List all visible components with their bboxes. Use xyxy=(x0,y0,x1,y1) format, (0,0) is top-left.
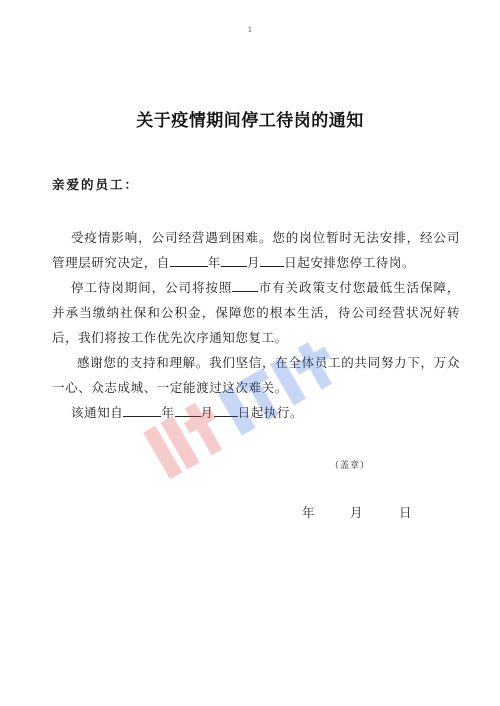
salutation: 亲爱的员工： xyxy=(52,177,140,192)
seal-label: （盖章） xyxy=(330,461,371,471)
paragraph-text: 停工待岗期间，公司将按照 xyxy=(71,280,233,295)
paragraph-effective-date xyxy=(52,400,460,425)
month-label: 月 xyxy=(200,405,214,420)
year-label: 年 xyxy=(161,405,175,420)
blank-month-field[interactable] xyxy=(175,403,201,417)
paragraph-text: 受疫情影响，公司经营遇到困难。您的岗位暂时无法安排，经公司管理层研究决定，自 xyxy=(52,230,460,270)
blank-month-field[interactable] xyxy=(221,253,247,267)
blank-city-field[interactable] xyxy=(232,278,258,292)
blank-day-field[interactable] xyxy=(214,403,238,417)
page-number: 1 xyxy=(247,26,253,34)
blank-year-field[interactable] xyxy=(170,253,208,267)
date-month-label: 月 xyxy=(350,505,363,520)
paragraph-suspension-notice xyxy=(52,225,460,275)
month-label: 月 xyxy=(247,255,261,270)
year-label: 年 xyxy=(207,255,222,270)
date-day-label: 日 xyxy=(399,505,412,520)
paragraph-text: 日起执行。 xyxy=(237,405,304,420)
date-year-label: 年 xyxy=(302,505,315,520)
blank-year-field[interactable] xyxy=(123,403,161,417)
paragraph-suspension-terms xyxy=(52,275,460,350)
paragraph-text: 日起安排您停工待岗。 xyxy=(284,255,416,270)
paragraph-gratitude: 感谢您的支持和理解。我们坚信，在全体员工的共同努力下，万众一心、众志成城、一定能渡过这次难关。 xyxy=(52,355,460,395)
blank-day-field[interactable] xyxy=(260,253,284,267)
paragraph-text: 市有关政策支付您最低生活保障，并承当缴纳社保和公积金，保障您的根本生活，待公司经营状况好转后，我们将按工作优先次序通知您复工。 xyxy=(52,280,460,345)
paragraph-text: 该通知自 xyxy=(71,405,124,420)
notice-title: 关于疫情期间停工待岗的通知 xyxy=(136,111,364,131)
